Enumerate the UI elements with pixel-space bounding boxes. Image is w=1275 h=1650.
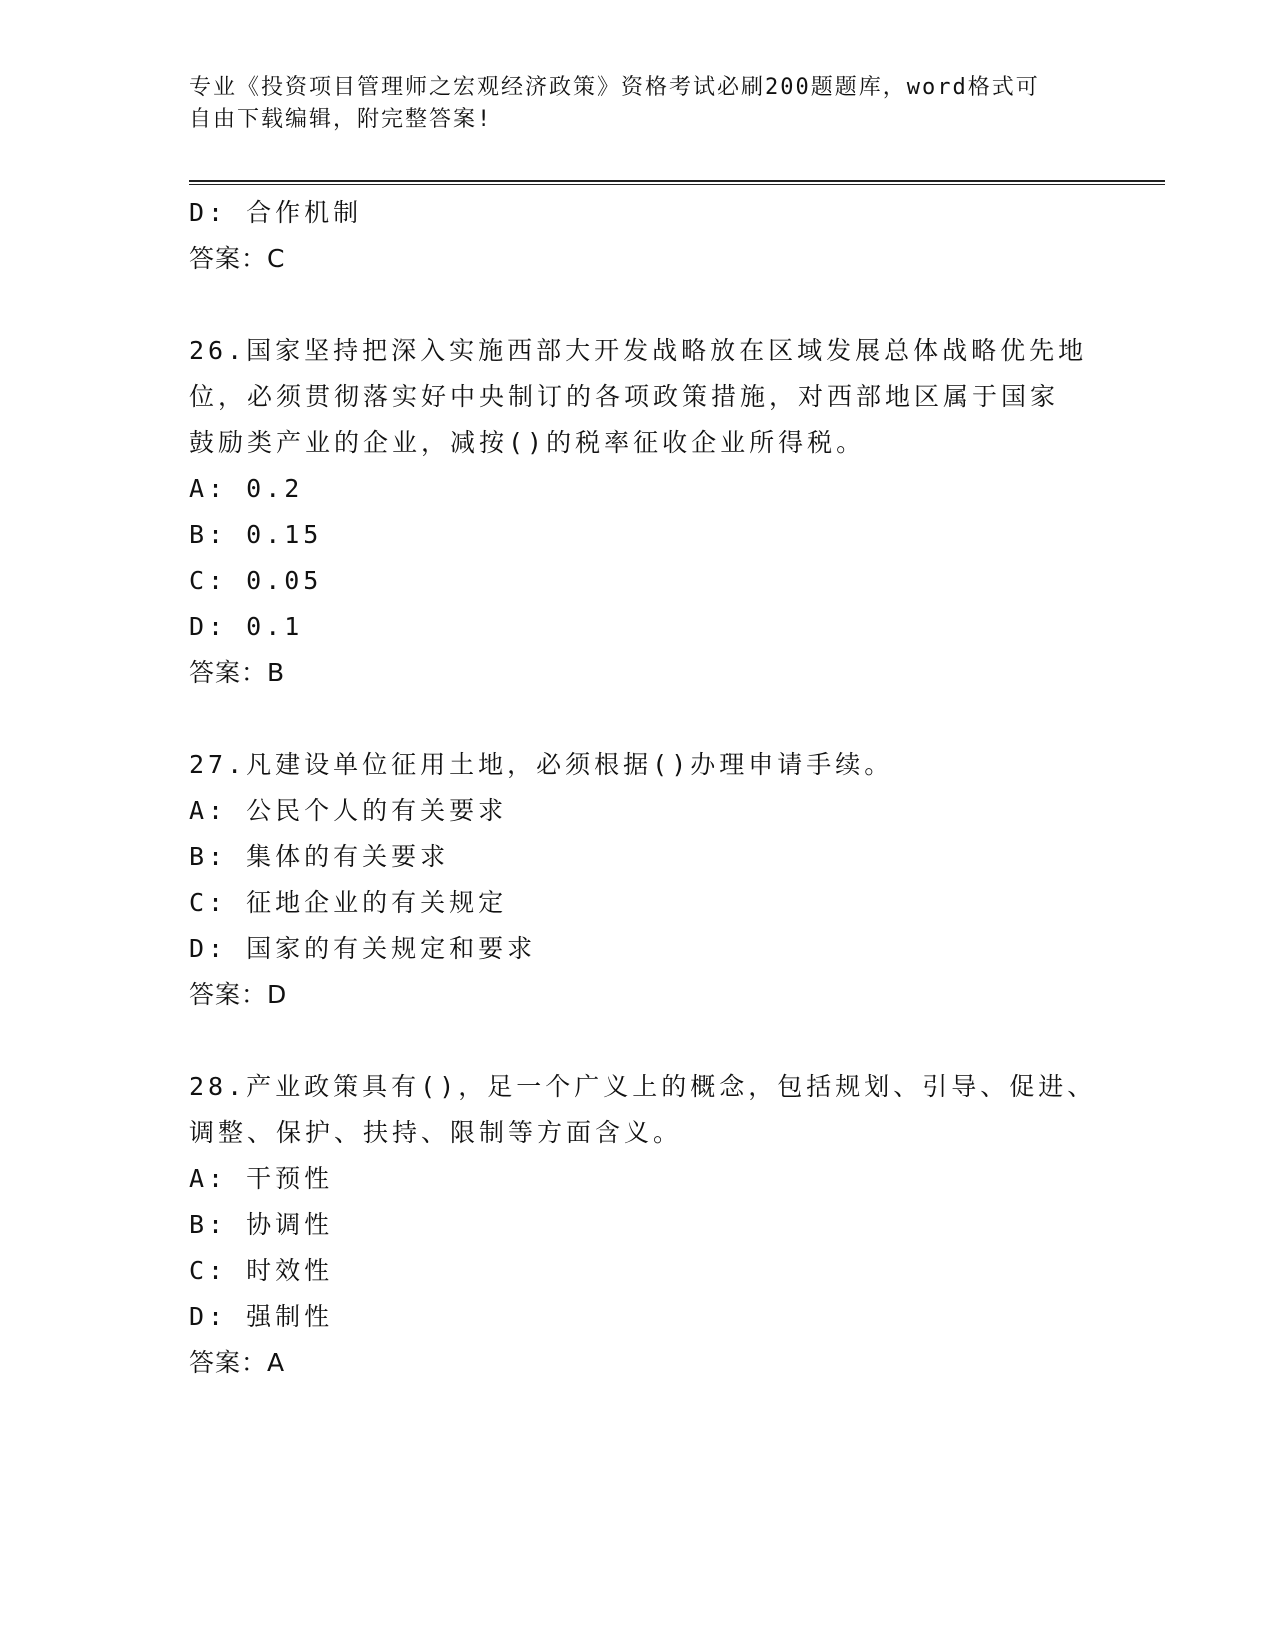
spacer — [189, 282, 1089, 328]
header-line-2: 自由下载编辑，附完整答案! — [189, 107, 493, 132]
option-c: C: 征地企业的有关规定 — [189, 888, 508, 917]
carry-over-answer: 答案：C — [189, 244, 286, 273]
page-header — [189, 72, 1089, 136]
option-d: D: 强制性 — [189, 1302, 334, 1331]
option-b: B: 0.15 — [189, 520, 323, 549]
option-a: A: 干预性 — [189, 1164, 334, 1193]
answer: 答案：D — [189, 980, 288, 1009]
answer: 答案：A — [189, 1348, 286, 1377]
option-b: B: 协调性 — [189, 1210, 334, 1239]
spacer — [189, 1018, 1089, 1064]
option-c: C: 时效性 — [189, 1256, 334, 1285]
option-a: A: 公民个人的有关要求 — [189, 796, 508, 825]
option-c: C: 0.05 — [189, 566, 323, 595]
spacer — [189, 696, 1089, 742]
question-content — [189, 190, 1097, 1386]
option-d: D: 国家的有关规定和要求 — [189, 934, 537, 963]
option-b: B: 集体的有关要求 — [189, 842, 450, 871]
question-26 — [189, 328, 1089, 696]
header-divider — [189, 180, 1165, 185]
header-line-1: 专业《投资项目管理师之宏观经济政策》资格考试必刷200题题库，word格式可 — [189, 75, 1040, 100]
option-a: A: 0.2 — [189, 474, 304, 503]
carry-over-option-d: D: 合作机制 — [189, 198, 363, 227]
question-stem-line: 鼓励类产业的企业，减按()的税率征收企业所得税。 — [189, 428, 866, 457]
option-d: D: 0.1 — [189, 612, 304, 641]
question-stem-line: 位，必须贯彻落实好中央制订的各项政策措施，对西部地区属于国家 — [189, 382, 1060, 411]
question-stem-line: 28.产业政策具有()，足一个广义上的概念，包括规划、引导、促进、 — [189, 1072, 1097, 1101]
question-stem-line: 调整、保护、扶持、限制等方面含义。 — [189, 1118, 683, 1147]
answer: 答案：B — [189, 658, 286, 687]
question-stem-line: 27.凡建设单位征用土地，必须根据()办理申请手续。 — [189, 750, 894, 779]
question-28 — [189, 1064, 1097, 1386]
question-stem-line: 26.国家坚持把深入实施西部大开发战略放在区域发展总体战略优先地 — [189, 336, 1088, 365]
question-27 — [189, 742, 1089, 1018]
